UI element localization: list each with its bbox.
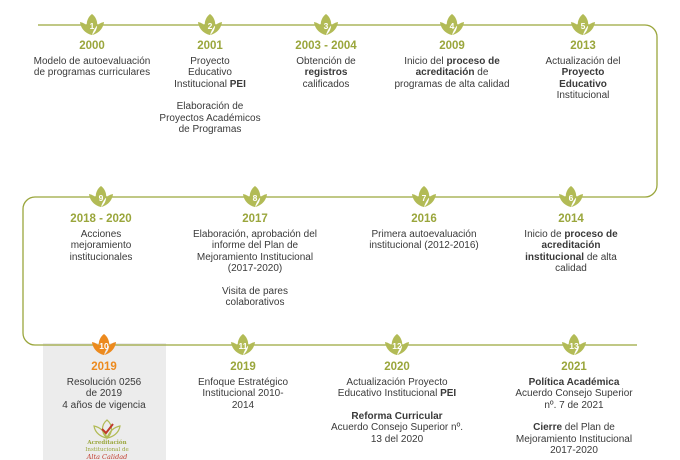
milestone-year: 2009 — [439, 40, 465, 52]
milestone-year: 2017 — [242, 213, 268, 225]
accreditation-logo — [81, 418, 133, 460]
milestone-8 — [190, 214, 320, 309]
milestone-9 — [41, 214, 161, 263]
milestone-year: 2019 — [91, 361, 117, 373]
milestone-marker: 1 — [79, 13, 105, 37]
milestone-marker: 5 — [570, 13, 596, 37]
milestone-1 — [32, 41, 152, 79]
milestone-marker: 7 — [411, 185, 437, 209]
milestone-note: Elaboración de Proyectos Académicos de Programas — [159, 101, 261, 135]
milestone-4 — [392, 41, 512, 90]
milestone-year: 2014 — [558, 213, 584, 225]
milestone-year: 2013 — [570, 40, 596, 52]
milestone-marker: 3 — [313, 13, 339, 37]
logo-line-1: Acreditación — [87, 440, 127, 446]
logo-line-2: Institucional de — [85, 447, 129, 453]
milestone-text: Actualización Proyecto Educativo Institucional PEI — [337, 376, 457, 399]
milestone-text: Primera autoevaluación institucional (2012-2016) — [369, 228, 479, 251]
milestone-note: Cierre del Plan de Mejoramiento Institucional 2017-2020 — [515, 422, 633, 456]
milestone-13 — [504, 362, 644, 457]
milestone-10 — [44, 362, 164, 411]
milestone-year: 2019 — [230, 361, 256, 373]
milestone-text: Acciones mejoramiento institucionales — [69, 228, 133, 263]
milestone-year: 2016 — [411, 213, 437, 225]
milestone-note: 4 años de vigencia — [62, 399, 146, 411]
milestone-marker-current: 10 — [91, 333, 117, 357]
milestone-12 — [327, 362, 467, 445]
milestone-year: 2018 - 2020 — [70, 213, 132, 225]
milestone-text: Inicio de proceso de acreditación institucional de alta calidad — [524, 228, 618, 274]
milestone-marker: 9 — [88, 185, 114, 209]
milestone-7 — [359, 214, 489, 252]
milestone-6 — [511, 214, 631, 275]
milestone-marker: 12 — [384, 333, 410, 357]
milestone-year: 2021 — [561, 361, 587, 373]
milestone-text: Resolución 0256 de 2019 — [66, 376, 142, 399]
milestone-text: Enfoque Estratégico Institucional 2010-2014 — [197, 376, 289, 411]
milestone-text: Obtención de registros calificados — [296, 55, 356, 90]
milestone-marker: 4 — [439, 13, 465, 37]
milestone-3 — [266, 41, 386, 90]
milestone-note: Reforma Curricular Acuerdo Consejo Superior nº. 13 del 2020 — [330, 410, 464, 445]
milestone-year: 2020 — [384, 361, 410, 373]
milestone-marker: 8 — [242, 185, 268, 209]
milestone-text: Política Académica Acuerdo Consejo Superior nº. 7 de 2021 — [515, 376, 633, 411]
milestone-marker: 13 — [561, 333, 587, 357]
milestone-11 — [183, 362, 303, 411]
milestone-year: 2001 — [197, 40, 223, 52]
accreditation-seal-icon — [81, 418, 133, 440]
milestone-year: 2003 - 2004 — [295, 40, 357, 52]
logo-line-3: Alta Calidad — [86, 453, 128, 460]
milestone-5 — [523, 41, 643, 102]
milestone-marker: 2 — [197, 13, 223, 37]
milestone-text: Elaboración, aprobación del informe del Plan de Mejoramiento Institucional (2017-2020) — [193, 228, 317, 274]
milestone-text: Modelo de autoevaluación de programas curriculares — [33, 55, 151, 78]
milestone-note: Visita de pares colaborativos — [222, 285, 288, 308]
milestone-marker: 6 — [558, 185, 584, 209]
milestone-text: Actualización del Proyecto Educativo Institucional — [545, 55, 621, 101]
milestone-marker: 11 — [230, 333, 256, 357]
milestone-year: 2000 — [79, 40, 105, 52]
milestone-text: Inicio del proceso de acreditación de programas de alta calidad — [394, 55, 510, 90]
milestone-text: Proyecto Educativo Institucional PEI — [174, 55, 246, 90]
milestone-2 — [150, 41, 270, 136]
